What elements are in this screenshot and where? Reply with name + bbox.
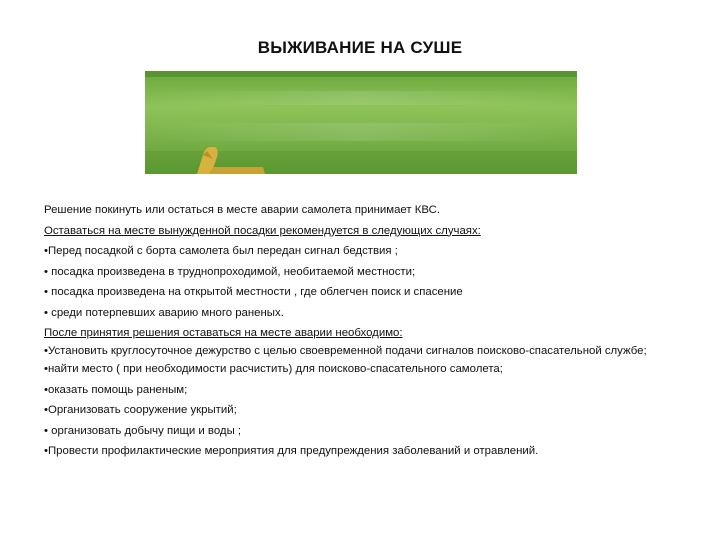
bullet-line: • среди потерпевших аварию много раненых.	[44, 306, 284, 319]
text-line-underlined: Оставаться на месте вынужденной посадки рекомендуется в следующих случаях:	[44, 224, 481, 237]
bullet-line: • организовать добычу пищи и воды ;	[44, 424, 242, 437]
grass-field-image	[145, 71, 577, 174]
text-line-underlined: После принятия решения оставаться на месте аварии необходимо:	[44, 327, 403, 339]
bullet-line: •Перед посадкой с борта самолета был передан сигнал бедствия ;	[44, 245, 398, 257]
bullet-line: •Провести профилактические мероприятия для предупреждения заболеваний и отравлений.	[44, 445, 539, 457]
bullet-line: •Организовать сооружение укрытий;	[44, 404, 237, 416]
bullet-line: •оказать помощь раненым;	[44, 383, 188, 396]
bullet-line: •найти место ( при необходимости расчистить) для поисково-спасательного самолета;	[44, 363, 503, 375]
bullet-line: •Установить круглосуточное дежурство с целью своевременной подачи сигналов поисково-спасательной службе;	[44, 344, 647, 357]
bullet-line: • посадка произведена в труднопроходимой, необитаемой местности;	[44, 265, 416, 278]
body-text	[44, 200, 694, 462]
grass-field-photo	[145, 71, 577, 174]
slide-title: ВЫЖИВАНИЕ НА СУШЕ	[257, 38, 463, 57]
text-line: Решение покинуть или остаться в месте аварии самолета принимает КВС.	[44, 204, 441, 216]
bullet-line: • посадка произведена на открытой местности , где облегчен поиск и спасение	[44, 286, 463, 298]
